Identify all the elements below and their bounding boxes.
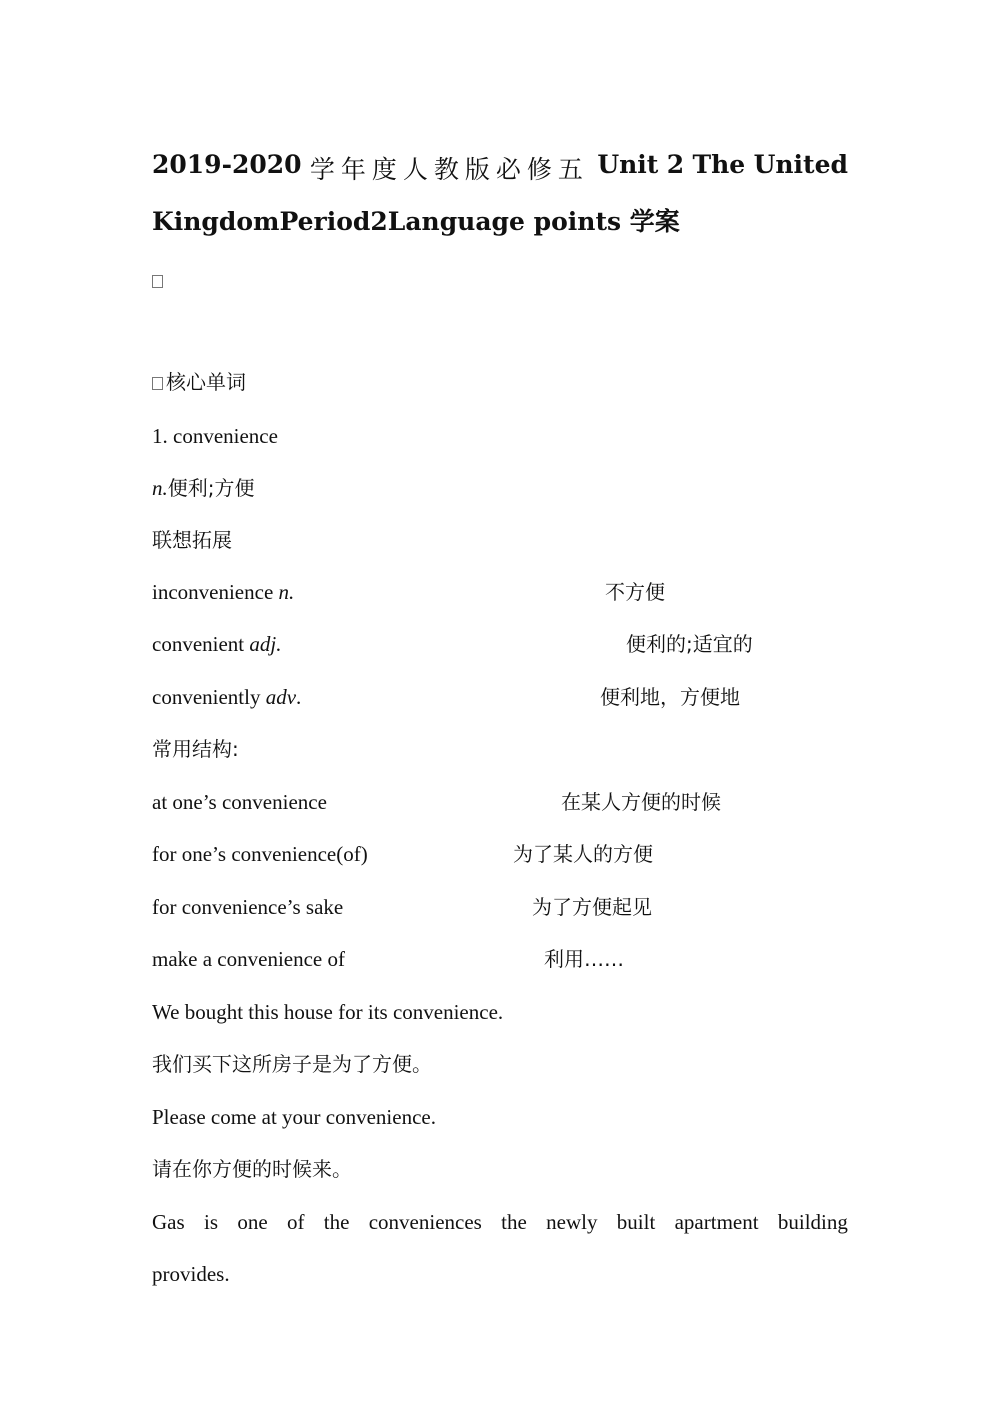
title-part: 学年度人教版必修五 [309,155,589,184]
derivative-word: conveniently [152,685,261,709]
derivative-row [152,683,301,711]
derivative-pos: n. [278,580,295,604]
structure-meaning: 为了某人的方便 [513,842,653,866]
part-of-speech: n. [152,476,168,500]
word: building [777,1210,848,1234]
derivative-pos: adv [265,685,297,709]
word: is [203,1210,218,1234]
title-part: United [753,150,848,179]
structure-meaning: 利用…… [544,947,624,971]
title-part: The [692,150,746,179]
document-title-line-1 [152,150,848,186]
structure-phrase: for one’s convenience(of) [152,842,368,866]
word: apartment [674,1210,759,1234]
example-english-justified [152,1208,848,1236]
example-english: We bought this house for its convenience. [152,1000,504,1024]
expansion-label: 联想拓展 [152,528,232,552]
word: the [323,1210,350,1234]
structures-label: 常用结构: [152,737,239,761]
word: the [501,1210,527,1234]
example-chinese: 请在你方便的时候来。 [152,1157,352,1181]
derivative-meaning: 不方便 [605,580,665,604]
word: built [616,1210,656,1234]
word: newly [546,1210,598,1234]
word: one [237,1210,268,1234]
title-part: Unit [597,150,659,179]
word: conveniences [368,1210,482,1234]
structure-phrase: make a convenience of [152,947,345,971]
derivative-row [152,630,281,658]
section-heading-text: 核心单词 [166,370,246,394]
entry-word: 1. convenience [152,424,278,448]
structure-phrase: for convenience’s sake [152,895,344,919]
title-part: 2019-2020 [152,150,302,179]
derivative-pos: adj. [249,632,282,656]
derivative-word: inconvenience [152,580,274,604]
example-chinese: 我们买下这所房子是为了方便。 [152,1052,432,1076]
structure-phrase: at one’s convenience [152,790,327,814]
entry-definition [152,474,255,502]
missing-glyph-icon [152,377,163,390]
example-english-continuation: provides. [152,1262,230,1286]
derivative-word: convenient [152,632,245,656]
section-heading [152,368,246,396]
definition-text: 便利;方便 [167,476,255,500]
document-title-line-2: KingdomPeriod2Language points 学案 [152,207,680,236]
word: of [286,1210,305,1234]
derivative-meaning: 便利地，方便地 [600,685,740,709]
word: Gas [152,1210,185,1234]
missing-glyph-icon [152,275,163,288]
derivative-meaning: 便利的;适宜的 [626,632,753,656]
derivative-pos-suffix: . [296,685,302,709]
placeholder-glyph-line [152,266,166,294]
title-part: 2 [666,150,685,179]
derivative-row [152,578,294,606]
structure-meaning: 在某人方便的时候 [561,790,721,814]
example-english: Please come at your convenience. [152,1105,436,1129]
structure-meaning: 为了方便起见 [532,895,652,919]
